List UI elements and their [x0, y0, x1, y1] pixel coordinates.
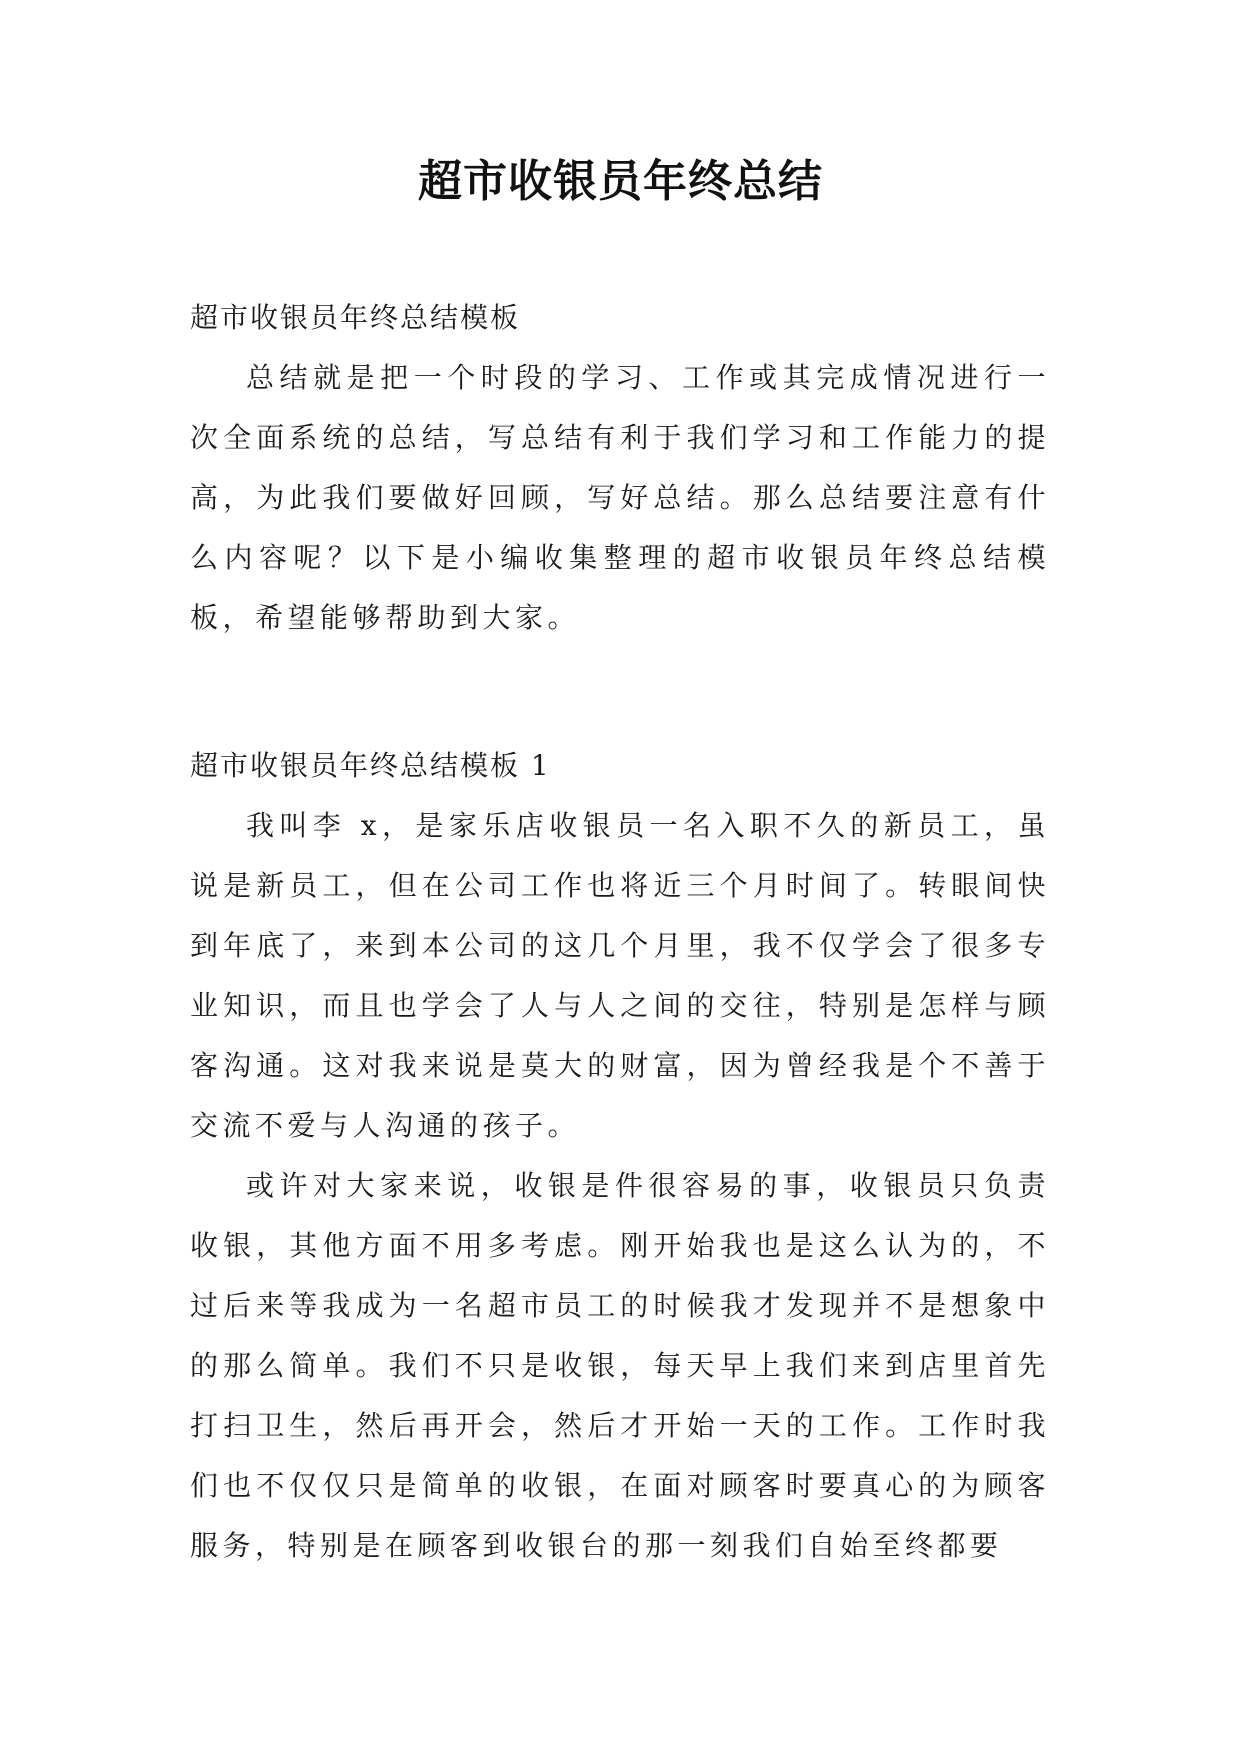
body-paragraph: 我叫李 x，是家乐店收银员一名入职不久的新员工，虽说是新员工，但在公司工作也将近三个月时间了。转眼间快到年底了，来到本公司的这几个月里，我不仅学会了很多专业知识，而且也学会了人与人之间的交往，特别是怎样与顾客沟通。这对我来说是莫大的财富，因为曾经我是个不善于交流不爱与人沟通的孩子。 — [190, 809, 1050, 1142]
section-spacer — [190, 648, 1050, 736]
section-heading: 超市收银员年终总结模板 1 — [190, 749, 551, 782]
body-paragraph: 总结就是把一个时段的学习、工作或其完成情况进行一次全面系统的总结，写总结有利于我们学习和工作能力的提高，为此我们要做好回顾，写好总结。那么总结要注意有什么内容呢？以下是小编收集整理的超市收银员年终总结模板，希望能够帮助到大家。 — [190, 361, 1050, 634]
body-paragraph: 或许对大家来说，收银是件很容易的事，收银员只负责收银，其他方面不用多考虑。刚开始我也是这么认为的，不过后来等我成为一名超市员工的时候我才发现并不是想象中的那么简单。我们不只是收银，每天早上我们来到店里首先打扫卫生，然后再开会，然后才开始一天的工作。工作时我们也不仅仅只是简单的收银，在面对顾客时要真心的为顾客服务，特别是在顾客到收银台的那一刻我们自始至终都要 — [190, 1169, 1050, 1562]
section-heading: 超市收银员年终总结模板 — [190, 301, 521, 334]
document-body — [190, 288, 1050, 1576]
document-title: 超市收银员年终总结 — [418, 156, 823, 207]
